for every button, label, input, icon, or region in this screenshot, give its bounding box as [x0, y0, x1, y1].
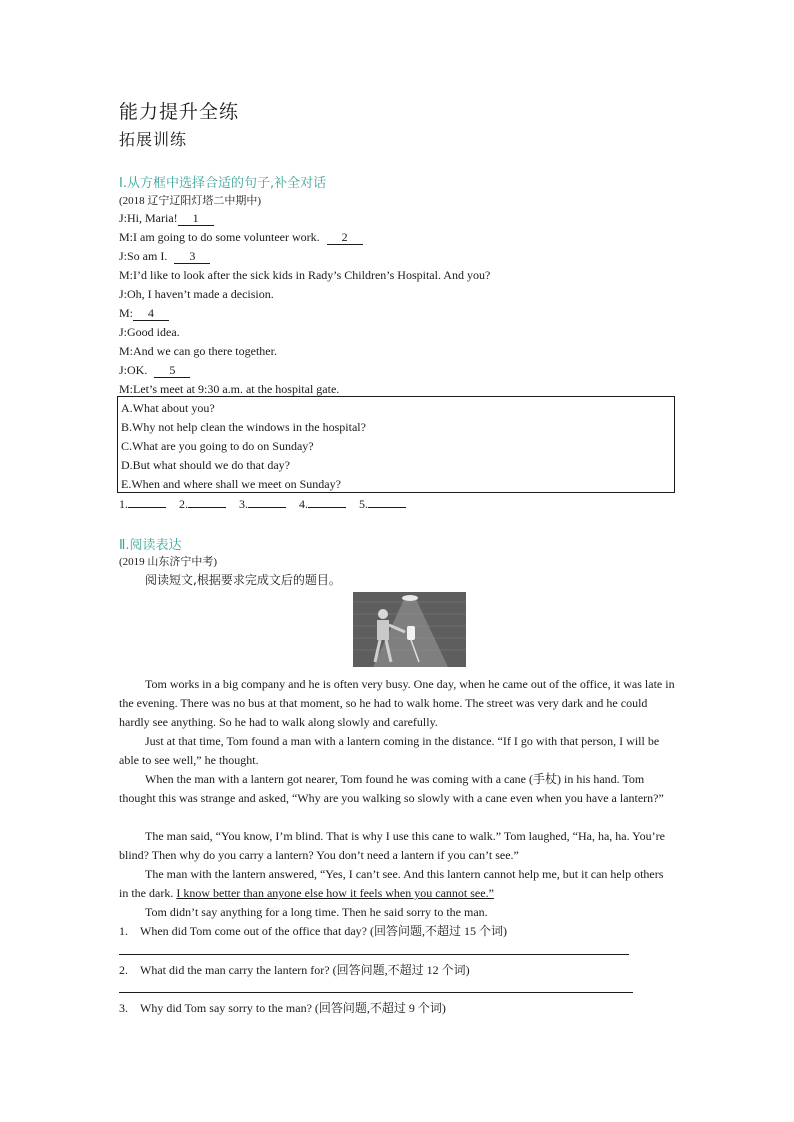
section1-source: (2018 辽宁辽阳灯塔二中期中)	[119, 195, 262, 207]
story-paragraph: Tom didn’t say anything for a long time. Then he said sorry to the man.	[145, 905, 488, 919]
section2-source: (2019 山东济宁中考)	[119, 556, 218, 568]
option-b: B.Why not help clean the windows in the hospital?	[121, 420, 366, 434]
option-a: A.What about you?	[121, 401, 215, 415]
man-with-lantern-illustration	[353, 592, 466, 667]
reading-instruction: 阅读短文,根据要求完成文后的题目。	[145, 573, 341, 587]
section1-heading: Ⅰ.从方框中选择合适的句子,补全对话	[119, 176, 327, 191]
option-e: E.When and where shall we meet on Sunday?	[121, 477, 341, 491]
answer-line[interactable]	[368, 497, 406, 508]
dialogue-line: M:I’d like to look after the sick kids in Rady’s Children’s Hospital. And you?	[119, 268, 491, 282]
section2-heading: Ⅱ.阅读表达	[119, 538, 182, 553]
dialogue-line: M:I am going to do some volunteer work. 2	[119, 230, 363, 245]
underlined-sentence: I know better than anyone else how it feels when you cannot see.”	[176, 886, 494, 900]
page-subtitle: 拓展训练	[119, 130, 188, 149]
dialogue-line: J:Good idea.	[119, 325, 180, 339]
answer-line[interactable]	[119, 954, 629, 955]
answer-blank[interactable]: 1	[178, 212, 214, 226]
option-d: D.But what should we do that day?	[121, 458, 290, 472]
question-3: 3. Why did Tom say sorry to the man? (回答问题,不超过 9 个词)	[119, 1001, 446, 1015]
story-paragraph: The man with the lantern answered, “Yes, I can’t see. And this lantern cannot help me, but it can help others in the dark. I know better than anyone else how it feels when you cannot see.”	[119, 867, 664, 900]
question-2: 2. What did the man carry the lantern for? (回答问题,不超过 12 个词)	[119, 963, 470, 977]
dialogue-line: J:Hi, Maria! 1	[119, 211, 214, 226]
dialogue-line: J:So am I. 3	[119, 249, 210, 264]
story-paragraph: Tom works in a big company and he is often very busy. One day, when he came out of the office, it was late in the evening. There was no bus at that moment, so he had to walk home. The street was very dark and he could hardly see anything. So he had to walk along slowly and carefully.	[119, 677, 675, 729]
story-paragraph: Just at that time, Tom found a man with a lantern coming in the distance. “If I go with that person, I will be able to see well,” he thought.	[119, 734, 660, 767]
answer-blank[interactable]: 5	[154, 364, 190, 378]
answer-blank[interactable]: 2	[327, 231, 363, 245]
option-c: C.What are you going to do on Sunday?	[121, 439, 314, 453]
page-title: 能力提升全练	[119, 101, 240, 123]
dialogue-line: J:Oh, I haven’t made a decision.	[119, 287, 274, 301]
answer-blank[interactable]: 4	[133, 307, 169, 321]
answer-row: 1. 2. 3. 4. 5.	[119, 497, 416, 512]
answer-line[interactable]	[128, 497, 166, 508]
dialogue-line: M: 4	[119, 306, 169, 321]
answer-line[interactable]	[119, 992, 633, 993]
answer-line[interactable]	[308, 497, 346, 508]
answer-blank[interactable]: 3	[174, 250, 210, 264]
story-paragraph: The man said, “You know, I’m blind. That is why I use this cane to walk.” Tom laughed, “Ha, ha, ha. You’re blind? Then why do you carry a lantern? You don’t need a lantern if you can’t see.”	[119, 829, 665, 862]
answer-line[interactable]	[248, 497, 286, 508]
question-1: 1. When did Tom come out of the office that day? (回答问题,不超过 15 个词)	[119, 924, 507, 938]
dialogue-line: M:And we can go there together.	[119, 344, 277, 358]
dialogue-line: J:OK. 5	[119, 363, 190, 378]
answer-line[interactable]	[188, 497, 226, 508]
story-paragraph: When the man with a lantern got nearer, Tom found he was coming with a cane (手杖) in his hand. Tom thought this was strange and asked, “Why are you walking so slowly with a cane even when you have a lantern?”	[119, 772, 664, 805]
options-box	[117, 396, 675, 493]
dialogue-line: M:Let’s meet at 9:30 a.m. at the hospital gate.	[119, 382, 340, 396]
